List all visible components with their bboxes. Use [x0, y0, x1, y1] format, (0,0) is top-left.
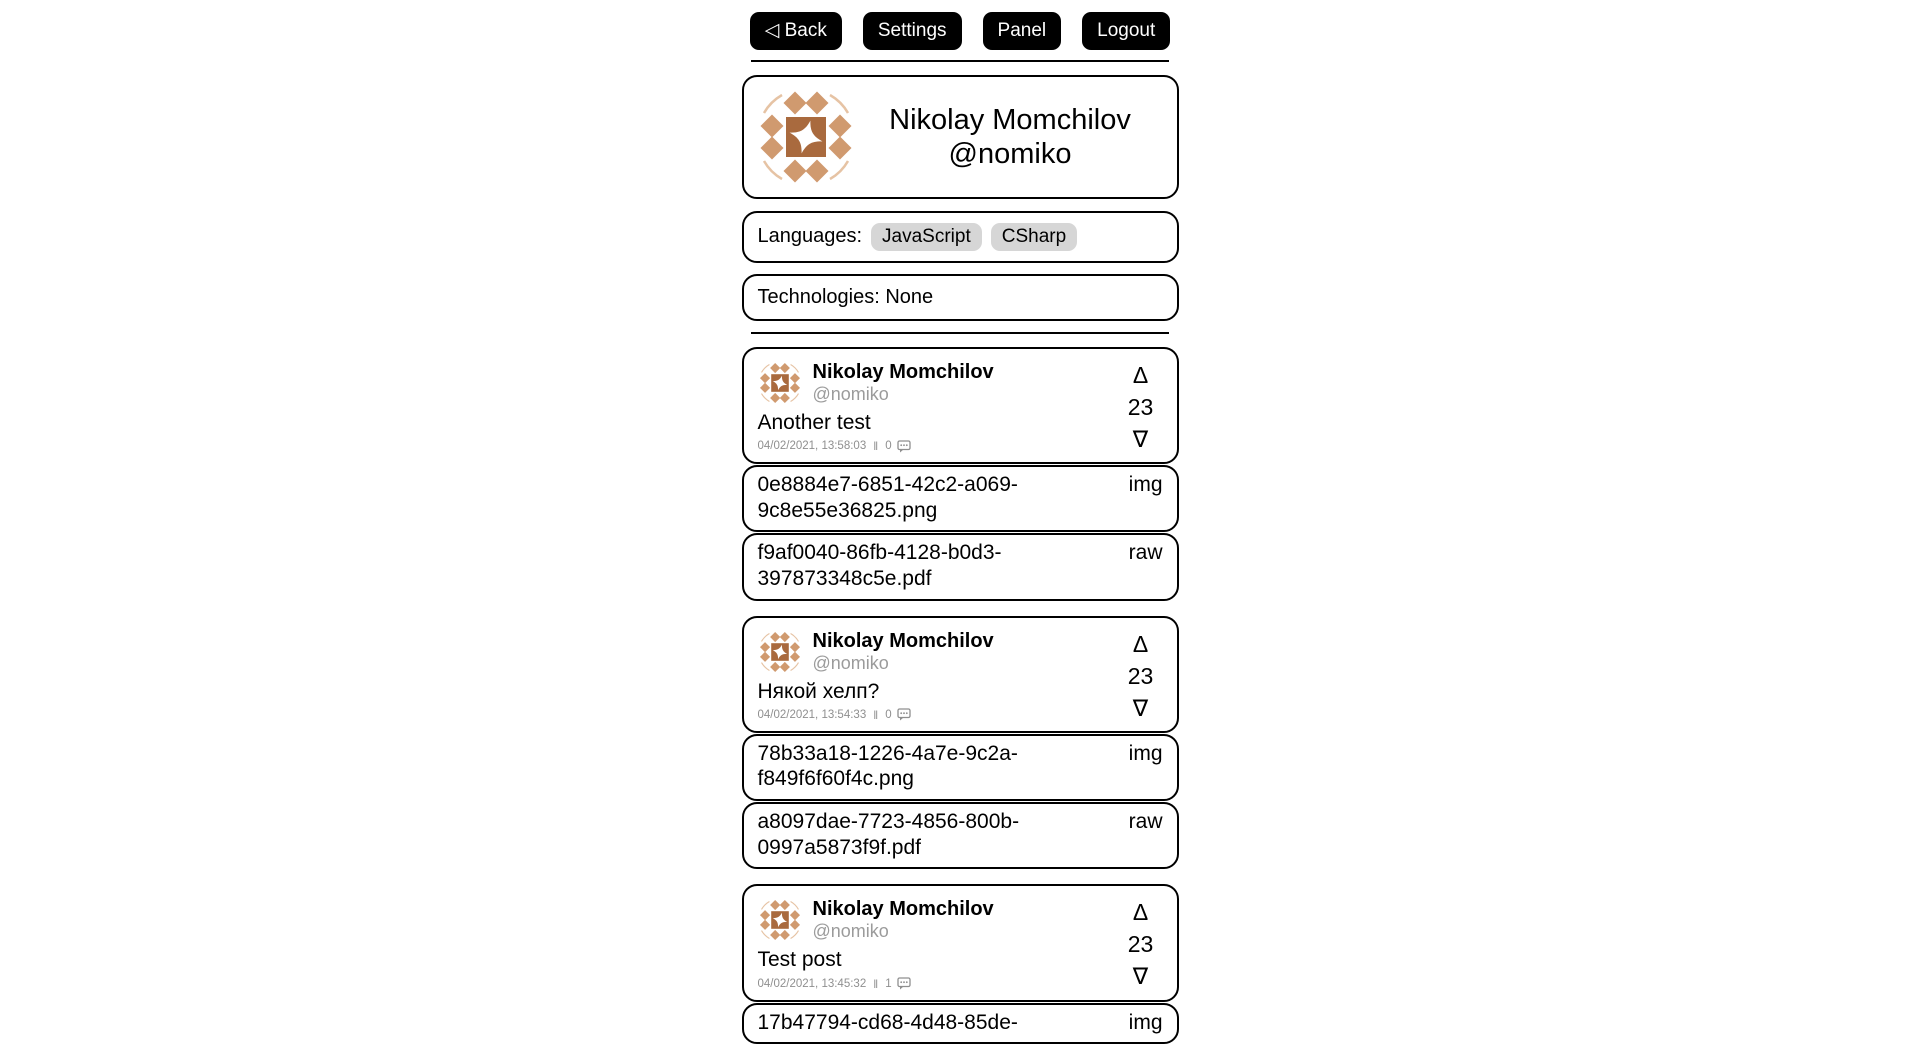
post-author-handle: @nomiko: [812, 921, 889, 942]
posts-feed: [742, 347, 1179, 1044]
post-timestamp: 04/02/2021, 13:54:33: [757, 708, 867, 721]
languages-badges: [871, 223, 1077, 251]
post-header-left: [758, 361, 1119, 453]
languages-card: [742, 211, 1179, 263]
attachment-row[interactable]: [742, 465, 1179, 532]
post-author-handle: @nomiko: [812, 384, 889, 404]
profile-card: [742, 75, 1179, 199]
post-comment-count: 0: [885, 440, 892, 453]
divider: [751, 60, 1169, 62]
logout-button[interactable]: Logout: [1082, 12, 1170, 50]
attachment-row[interactable]: [742, 734, 1179, 801]
post-attachments: [742, 734, 1179, 869]
attachment-type-label: raw: [1128, 810, 1163, 834]
downvote-button[interactable]: ∇: [1132, 425, 1149, 452]
technologies-label: Technologies: None: [757, 285, 934, 308]
attachment-type-label: img: [1128, 1010, 1163, 1034]
attachment-filename: 0e8884e7-6851-42c2-a069-9c8e55e36825.png: [757, 473, 1018, 522]
post-comment-count: 0: [885, 708, 892, 721]
post-author-name: Nikolay Momchilov: [812, 629, 994, 652]
post-header-left: [758, 898, 1119, 990]
post-vote-controls: [1119, 630, 1163, 722]
post: [742, 884, 1179, 1044]
comment-bubble-icon: [897, 440, 911, 453]
attachment-row[interactable]: [742, 1003, 1179, 1044]
post-author-avatar-icon: [758, 898, 802, 942]
attachment-row[interactable]: [742, 802, 1179, 869]
post-header-left: [758, 630, 1119, 722]
upvote-button[interactable]: Δ: [1132, 899, 1149, 926]
post-meta: [758, 439, 1119, 453]
comment-bubble-icon: [897, 977, 911, 990]
attachment-row[interactable]: [742, 533, 1179, 600]
post-timestamp: 04/02/2021, 13:58:03: [757, 440, 867, 453]
language-badge: JavaScript: [871, 223, 982, 251]
post: [742, 347, 1179, 601]
profile-name: Nikolay Momchilov: [889, 103, 1131, 136]
upvote-button[interactable]: Δ: [1132, 630, 1149, 657]
post-author-handle: @nomiko: [812, 652, 889, 673]
profile-handle: @nomiko: [948, 137, 1072, 170]
vote-count: 23: [1127, 393, 1154, 420]
divider: [751, 332, 1169, 334]
profile-names: [856, 103, 1165, 171]
attachment-filename: a8097dae-7723-4856-800b-0997a5873f9f.pdf: [757, 810, 1020, 859]
post-title: Някой хелп?: [757, 679, 880, 703]
post: [742, 616, 1179, 870]
downvote-button[interactable]: ∇: [1132, 694, 1149, 721]
post-meta-separator: ‖: [873, 707, 879, 722]
technologies-card: [742, 274, 1179, 321]
post-vote-controls: [1119, 898, 1163, 990]
post-title: Another test: [757, 410, 871, 434]
top-toolbar: [742, 12, 1179, 50]
post-meta-separator: ‖: [873, 439, 879, 454]
panel-button[interactable]: Panel: [983, 12, 1062, 50]
post-author-name: Nikolay Momchilov: [812, 361, 994, 383]
post-meta-separator: ‖: [873, 976, 879, 991]
post-attachments: [742, 1003, 1179, 1044]
downvote-button[interactable]: ∇: [1132, 963, 1149, 990]
attachment-type-label: img: [1128, 473, 1163, 497]
post-author-avatar-icon: [758, 630, 802, 674]
vote-count: 23: [1127, 662, 1154, 689]
profile-avatar-icon: [756, 87, 856, 187]
attachment-filename: 78b33a18-1226-4a7e-9c2a-f849f6f60f4c.png: [757, 741, 1018, 791]
post-meta: [758, 708, 1119, 722]
comment-bubble-icon: [897, 708, 911, 721]
post-author-name: Nikolay Momchilov: [812, 898, 994, 921]
attachment-type-label: raw: [1128, 541, 1163, 565]
vote-count: 23: [1127, 931, 1154, 958]
post-vote-controls: [1119, 361, 1163, 453]
back-button[interactable]: ◁ Back: [750, 12, 842, 50]
post-card[interactable]: [742, 347, 1179, 464]
post-card[interactable]: [742, 884, 1179, 1001]
languages-label: Languages:: [757, 225, 863, 248]
post-card[interactable]: [742, 616, 1179, 733]
profile-page: [742, 0, 1179, 1044]
settings-button[interactable]: Settings: [863, 12, 962, 50]
post-attachments: [742, 465, 1179, 600]
attachment-filename: 17b47794-cd68-4d48-85de-: [757, 1010, 1018, 1034]
post-comment-count: 1: [885, 977, 892, 990]
attachment-type-label: img: [1128, 741, 1163, 765]
post-author-avatar-icon: [758, 361, 802, 405]
language-badge: CSharp: [991, 223, 1077, 251]
post-title: Test post: [757, 948, 842, 972]
attachment-filename: f9af0040-86fb-4128-b0d3-397873348c5e.pdf: [757, 541, 1002, 590]
upvote-button[interactable]: Δ: [1132, 361, 1149, 388]
post-meta: [758, 977, 1119, 991]
post-timestamp: 04/02/2021, 13:45:32: [757, 977, 867, 990]
